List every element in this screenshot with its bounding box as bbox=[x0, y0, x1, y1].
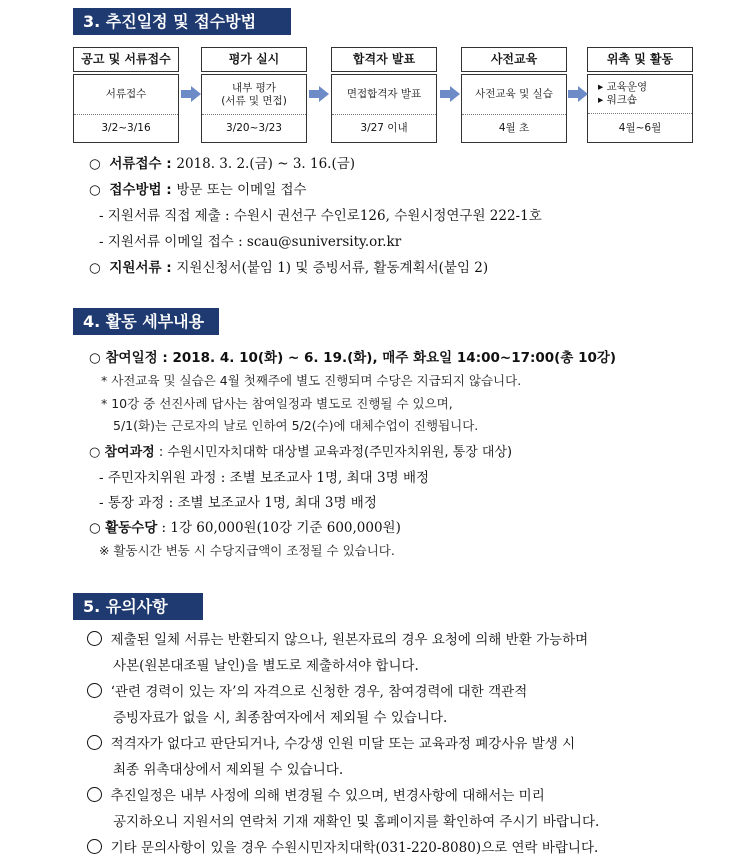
stage-detail-line: (서류 및 면접) bbox=[221, 94, 287, 107]
period-label: 참여일정 bbox=[105, 350, 158, 366]
stage-title: 평가 실시 bbox=[201, 47, 307, 72]
receipt-method-line bbox=[89, 178, 307, 198]
stage-date: 4월~6월 bbox=[618, 122, 662, 134]
bullet: ○ bbox=[89, 445, 101, 460]
circle-bullet-icon bbox=[87, 631, 102, 646]
stage-detail-line: 사전교육 및 실습 bbox=[475, 88, 553, 100]
method-label: 접수방법 bbox=[109, 182, 162, 198]
circle-bullet-icon bbox=[87, 839, 102, 854]
bullet: ○ bbox=[89, 520, 101, 536]
stage-detail-line: 서류접수 bbox=[105, 88, 147, 100]
stage-evaluation bbox=[201, 47, 307, 143]
stage-detail-line: ▸ 워크숍 bbox=[598, 94, 638, 106]
course-sub-tongjang: - 통장 과정 : 조별 보조교사 1명, 최대 3명 배정 bbox=[99, 495, 377, 511]
stage-announcement-results bbox=[331, 47, 437, 143]
period-note-2a: * 10강 중 선진사례 답사는 참여일정과 별도로 진행될 수 있으며, bbox=[101, 396, 453, 411]
stage-date: 4월 초 bbox=[498, 122, 530, 134]
stage-detail-line: 내부 평가 bbox=[232, 81, 276, 94]
bullet: ○ bbox=[89, 156, 101, 172]
method-sub-email: - 지원서류 이메일 접수 : scau@suniversity.or.kr bbox=[99, 234, 402, 250]
notice-item-cont: 증빙자료가 없을 시, 최종참여자에서 제외될 수 있습니다. bbox=[113, 710, 448, 726]
stage-body bbox=[73, 74, 179, 143]
notice-item-cont: 공지하오니 지원서의 연락처 기재 재확인 및 홈페이지를 확인하여 주시기 바랍니다. bbox=[113, 814, 600, 830]
section-4-heading: 4. 활동 세부내용 bbox=[73, 308, 219, 335]
method-sub-direct: - 지원서류 직접 제출 : 수원시 권선구 수인로126, 수원시정연구원 222-1호 bbox=[99, 208, 542, 224]
course-label: 참여과정 bbox=[104, 445, 155, 460]
arrow-right-icon bbox=[440, 86, 460, 102]
method-value: 방문 또는 이메일 접수 bbox=[176, 182, 307, 198]
stage-body bbox=[201, 74, 307, 143]
notice-item-cont: 최종 위촉대상에서 제외될 수 있습니다. bbox=[113, 762, 344, 778]
stage-pre-training bbox=[461, 47, 567, 143]
receipt-period-line bbox=[89, 152, 355, 172]
stage-detail bbox=[332, 75, 436, 115]
stage-title: 공고 및 서류접수 bbox=[73, 47, 179, 72]
docs-label: 지원서류 bbox=[109, 260, 162, 276]
bullet: ○ bbox=[89, 260, 101, 276]
notice-item bbox=[87, 732, 575, 752]
pay-value: : 1강 60,000원(10강 기준 600,000원) bbox=[157, 520, 401, 536]
stage-date: 3/20~3/23 bbox=[226, 122, 282, 134]
notice-text: 추진일정은 내부 사정에 의해 변경될 수 있으며, 변경사항에 대해서는 미리 bbox=[110, 788, 545, 804]
stage-announcement bbox=[73, 47, 179, 143]
period-note-1: * 사전교육 및 실습은 4월 첫째주에 별도 진행되며 수당은 지급되지 않습니다. bbox=[101, 373, 522, 388]
separator: : bbox=[161, 156, 177, 172]
arrow-right-icon bbox=[181, 86, 201, 102]
stage-detail bbox=[588, 75, 692, 114]
circle-bullet-icon bbox=[87, 735, 102, 750]
stage-date: 3/2~3/16 bbox=[101, 122, 151, 134]
notice-text: 적격자가 없다고 판단되거나, 수강생 인원 미달 또는 교육과정 폐강사유 발생 시 bbox=[110, 736, 576, 752]
stage-body bbox=[331, 74, 437, 143]
arrow-right-icon bbox=[309, 86, 329, 102]
circle-bullet-icon bbox=[87, 787, 102, 802]
notice-item bbox=[87, 680, 527, 700]
notice-item bbox=[87, 836, 598, 856]
separator: : bbox=[161, 182, 177, 198]
period-value: : 2018. 4. 10(화) ~ 6. 19.(화), 매주 화요일 14:00~17:00(총 10강) bbox=[157, 350, 617, 366]
section-5-heading: 5. 유의사항 bbox=[73, 593, 203, 620]
stage-date: 3/27 이내 bbox=[360, 122, 408, 134]
stage-title: 위촉 및 활동 bbox=[587, 47, 693, 72]
stage-detail bbox=[202, 75, 306, 115]
stage-detail bbox=[74, 75, 178, 115]
pay-label: 활동수당 bbox=[105, 520, 158, 536]
course-sub-resident: - 주민자치위원 과정 : 조별 보조교사 1명, 최대 3명 배정 bbox=[99, 470, 430, 486]
docs-value: 지원신청서(붙임 1) 및 증빙서류, 활동계획서(붙임 2) bbox=[176, 260, 489, 276]
receipt-value: 2018. 3. 2.(금) ~ 3. 16.(금) bbox=[176, 156, 356, 172]
stage-body bbox=[587, 74, 693, 143]
schedule-flowchart bbox=[73, 47, 693, 143]
stage-title: 사전교육 bbox=[461, 47, 567, 72]
circle-bullet-icon bbox=[87, 683, 102, 698]
stage-appointment bbox=[587, 47, 693, 143]
period-line bbox=[89, 346, 616, 366]
stage-detail-line: 면접합격자 발표 bbox=[346, 88, 422, 100]
notice-item bbox=[87, 784, 545, 804]
notice-text: 기타 문의사항이 있을 경우 수원시민자치대학(031-220-8080)으로 연락 바랍니다. bbox=[110, 840, 599, 856]
notice-item bbox=[87, 628, 588, 648]
receipt-label: 서류접수 bbox=[109, 156, 162, 172]
arrow-right-icon bbox=[568, 86, 588, 102]
pay-note: ※ 활동시간 변동 시 수당지급액이 조정될 수 있습니다. bbox=[99, 543, 395, 558]
required-docs-line bbox=[89, 256, 488, 276]
stage-detail bbox=[462, 75, 566, 115]
stage-body bbox=[461, 74, 567, 143]
bullet: ○ bbox=[89, 182, 101, 198]
notice-item-cont: 사본(원본대조필 날인)을 별도로 제출하셔야 합니다. bbox=[113, 658, 419, 674]
stage-detail-line: ▸ 교육운영 bbox=[598, 81, 648, 93]
stage-title: 합격자 발표 bbox=[331, 47, 437, 72]
separator: : bbox=[161, 260, 177, 276]
bullet: ○ bbox=[89, 350, 101, 366]
pay-line bbox=[89, 516, 401, 536]
period-note-2b: 5/1(화)는 근로자의 날로 인하여 5/2(수)에 대체수업이 진행됩니다. bbox=[113, 418, 479, 433]
course-line bbox=[89, 441, 512, 460]
notice-text: ‘관련 경력이 있는 자’의 자격으로 신청한 경우, 참여경력에 대한 객관적 bbox=[110, 684, 528, 700]
notice-text: 제출된 일체 서류는 반환되지 않으나, 원본자료의 경우 요청에 의해 반환 가능하며 bbox=[110, 632, 589, 648]
section-3-heading: 3. 추진일정 및 접수방법 bbox=[73, 8, 291, 35]
course-value: : 수원시민자치대학 대상별 교육과정(주민자치위원, 통장 대상) bbox=[154, 445, 513, 460]
